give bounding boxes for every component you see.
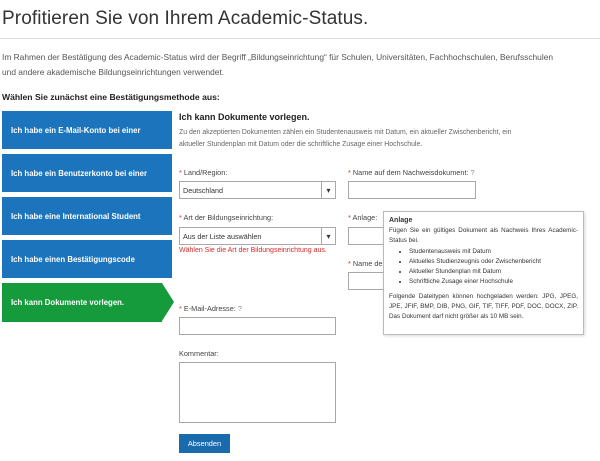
panel-description: Zu den akzeptierten Dokumenten zählen ein Studentenausweis mit Datum, ein aktueller Zwischenbericht, ein aktueller Stundenplan mit Datum oder die schriftliche Zusage einer Hochschule. xyxy=(179,129,512,148)
name-partial-label xyxy=(348,259,382,268)
attachment-input[interactable] xyxy=(348,227,388,245)
email-label xyxy=(179,304,242,313)
method-code-button[interactable] xyxy=(2,240,172,278)
required-marker: * xyxy=(348,213,351,222)
institution-type-label-text: Art der Bildungseinrichtung: xyxy=(183,213,274,222)
panel-title: Ich kann Dokumente vorlegen. xyxy=(179,112,310,122)
institution-type-select[interactable] xyxy=(179,227,336,245)
tooltip-list-item: • Aktueller Stundenplan mit Datum xyxy=(409,267,578,277)
submit-button[interactable]: Absenden xyxy=(179,434,230,453)
document-name-label xyxy=(348,168,475,177)
required-marker: * xyxy=(179,304,182,313)
method-heading: Wählen Sie zunächst eine Bestätigungsmethode aus: xyxy=(2,92,220,102)
intro-text: Im Rahmen der Bestätigung des Academic-Status wird der Begriff „Bildungseinrichtung“ für Schulen, Universitäten, Fachhochschulen, Berufsschulen und andere akademische Bildungseinrichtungen verwendet. xyxy=(2,52,554,77)
active-arrow xyxy=(162,283,174,321)
required-marker: * xyxy=(348,259,351,268)
comment-textarea[interactable] xyxy=(179,362,336,423)
chevron-down-icon: ▾ xyxy=(321,228,335,244)
page-title: Profitieren Sie von Ihrem Academic-Status. xyxy=(2,8,369,29)
email-input[interactable] xyxy=(179,317,336,335)
comment-label: Kommentar: xyxy=(179,349,219,358)
tooltip-footer: Folgende Dateitypen können hochgeladen werden: JPG, JPEG, JPE, JFIF, BMP, DIB, PNG, GIF, TIF, TIFF, PDF, DOC, DOCX, ZIP. Das Dokument darf nicht größer als 10 MB sein. xyxy=(389,293,578,320)
tooltip-list xyxy=(389,247,578,287)
tooltip-list-item: • Schriftliche Zusage einer Hochschule xyxy=(409,277,578,287)
name-partial-input[interactable] xyxy=(348,272,388,290)
tooltip-title: Anlage xyxy=(389,217,413,224)
method-email-button[interactable] xyxy=(2,111,172,149)
institution-type-value: Aus der Liste auswählen xyxy=(183,231,262,241)
institution-type-error: Wählen Sie die Art der Bildungseinrichtung aus. xyxy=(179,247,327,254)
method-student-card-button[interactable] xyxy=(2,197,172,235)
attachment-tooltip xyxy=(383,211,584,335)
method-code-label: Ich habe einen Bestätigungscode xyxy=(11,254,135,264)
email-label-text: E-Mail-Adresse: xyxy=(183,304,236,313)
required-marker: * xyxy=(348,168,351,177)
attachment-label-text: Anlage: xyxy=(352,213,378,222)
method-documents-button[interactable] xyxy=(2,283,162,322)
chevron-down-icon: ▾ xyxy=(321,182,335,198)
tooltip-list-item: • Studentenausweis mit Datum xyxy=(409,247,578,257)
method-documents-label: Ich kann Dokumente vorlegen. xyxy=(11,298,125,307)
method-account-button[interactable] xyxy=(2,154,172,192)
required-marker: * xyxy=(179,168,182,177)
help-icon[interactable]: ? xyxy=(470,168,475,177)
method-email-label: Ich habe ein E-Mail-Konto bei einer xyxy=(11,125,141,135)
tooltip-list-item: • Aktuelles Studienzeugnis oder Zwischenbericht xyxy=(409,257,578,267)
country-label-text: Land/Region: xyxy=(183,168,228,177)
required-marker: * xyxy=(179,213,182,222)
country-label xyxy=(179,168,227,177)
method-student-card-label: Ich habe eine International Student xyxy=(11,211,141,221)
attachment-label xyxy=(348,213,377,222)
document-name-label-text: Name auf dem Nachweisdokument: xyxy=(352,168,469,177)
country-value: Deutschland xyxy=(183,185,223,195)
method-account-label: Ich habe ein Benutzerkonto bei einer xyxy=(11,168,148,178)
document-name-input[interactable] xyxy=(348,181,476,199)
tooltip-text: Fügen Sie ein gültiges Dokument als Nachweis Ihres Academic-Status bei. xyxy=(389,227,578,244)
title-divider xyxy=(0,38,600,39)
name-partial-label-text: Name de xyxy=(352,259,383,268)
country-select[interactable] xyxy=(179,181,336,199)
institution-type-label xyxy=(179,213,273,222)
help-icon[interactable]: ? xyxy=(237,304,242,313)
